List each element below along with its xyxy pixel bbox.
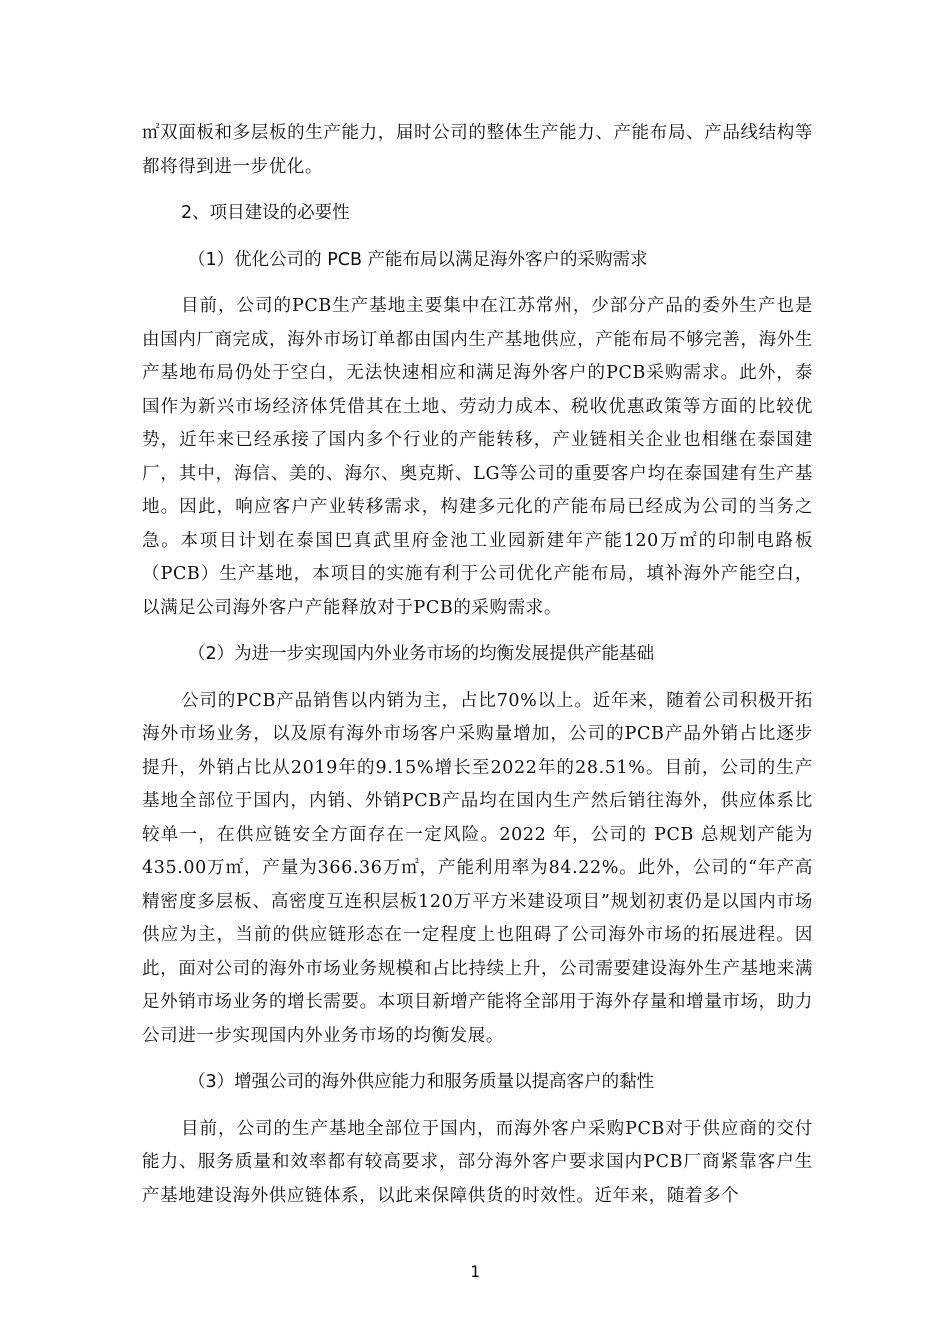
paragraph-1: 目前，公司的PCB生产基地主要集中在江苏常州，少部分产品的委外生产也是由国内厂商完成，海外市场订单都由国内生产基地供应，产能布局不够完善，海外生产基地布局仍处于空白，无法快速相应和满足海外客户的PCB采购需求。此外，泰国作为新兴市场经济体凭借其在土地、劳动力成本、税收优惠政策等方面的比较优势，近年来已经承接了国内多个行业的产能转移，产业链相关企业也相继在泰国建厂，其中，海信、美的、海尔、奥克斯、LG等公司的重要客户均在泰国建有生产基地。因此，响应客户产业转移需求，构建多元化的产能布局已经成为公司的当务之急。本项目计划在泰国巴真武里府金池工业园新建年产能120万㎡的印制电路板（PCB）生产基地，本项目的实施有利于公司优化产能布局，填补海外产能空白，以满足公司海外客户产能释放对于PCB的采购需求。 <box>142 296 813 618</box>
subsection-heading-2: （2）为进一步实现国内外业务市场的均衡发展提供产能基础 <box>188 644 655 664</box>
document-page <box>142 117 813 1213</box>
page-number: 1 <box>470 1262 480 1281</box>
subsection-heading-1: （1）优化公司的 PCB 产能布局以满足海外客户的采购需求 <box>188 249 648 270</box>
paragraph-3: 目前，公司的生产基地全部位于国内，而海外客户采购PCB对于供应商的交付能力、服务质量和效率都有较高要求，部分海外客户要求国内PCB厂商紧靠客户生产基地建设海外供应链体系，以此来保障供货的时效性。近年来，随着多个 <box>142 1118 813 1206</box>
subsection-heading-3: （3）增强公司的海外供应能力和服务质量以提高客户的黏性 <box>188 1072 655 1092</box>
section-heading: 2、项目建设的必要性 <box>181 203 350 223</box>
paragraph-2: 公司的PCB产品销售以内销为主，占比70%以上。近年来，随着公司积极开拓海外市场业务，以及原有海外市场客户采购量增加，公司的PCB产品外销占比逐步提升，外销占比从2019年的9.15%增长至2022年的28.51%。目前，公司的生产基地全部位于国内，内销、外销PCB产品均在国内生产然后销往海外，供应体系比较单一，在供应链安全方面存在一定风险。2022 年，公司的 PCB 总规划产能为435.00万㎡，产量为366.36万㎡，产能利用率为84.22%。此外，公司的“年产高精密度多层板、高密度互连积层板120万平方米建设项目”规划初衷仍是以国内市场供应为主，当前的供应链形态在一定程度上也阻碍了公司海外市场的拓展进程。因此，面对公司的海外市场业务规模和占比持续上升，公司需要建设海外生产基地来满足外销市场业务的增长需要。本项目新增产能将全部用于海外存量和增量市场，助力公司进一步实现国内外业务市场的均衡发展。 <box>142 690 813 1046</box>
paragraph-continuation: ㎡双面板和多层板的生产能力，届时公司的整体生产能力、产能布局、产品线结构等都将得到进一步优化。 <box>142 123 813 177</box>
